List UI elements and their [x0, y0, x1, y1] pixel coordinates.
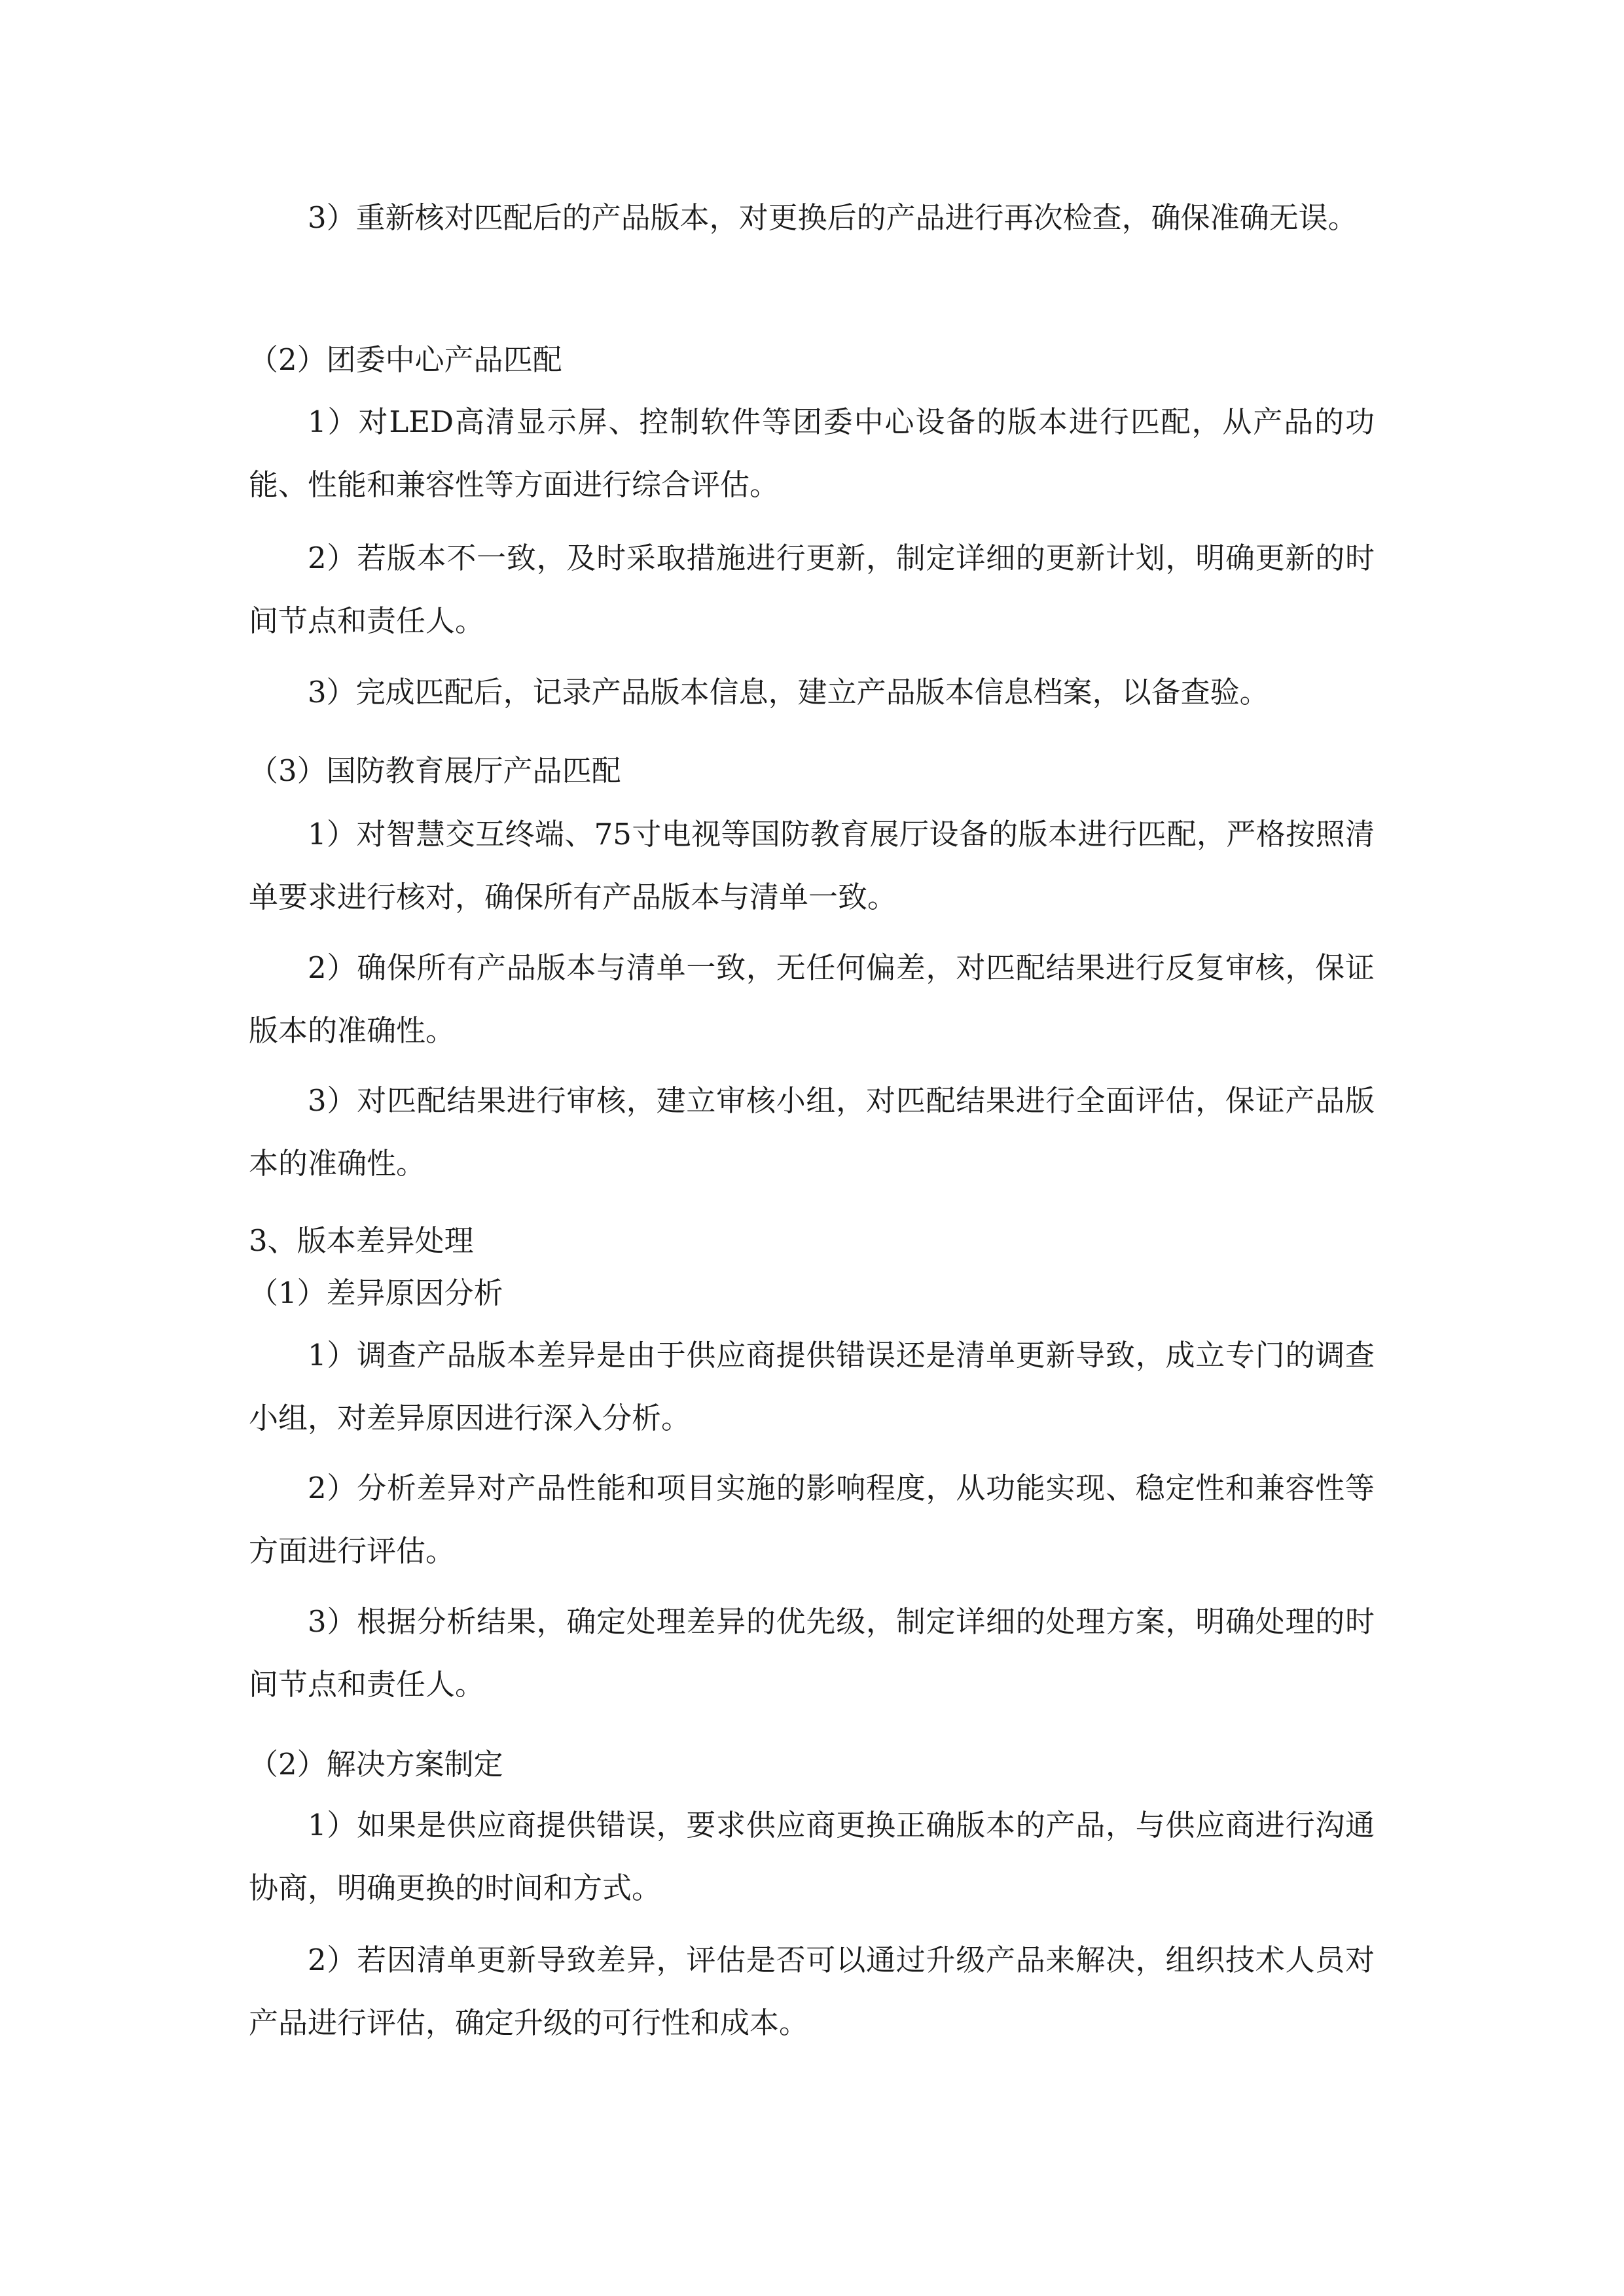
heading-solution: （2）解决方案制定: [249, 1747, 503, 1782]
heading-cause-analysis: （1）差异原因分析: [249, 1276, 503, 1310]
heading-defense-hall-matching: （3）国防教育展厅产品匹配: [249, 753, 621, 788]
heading-youth-center-matching: （2）团委中心产品匹配: [249, 342, 562, 377]
paragraph-review-consistency: 2）确保所有产品版本与清单一致，无任何偏差，对匹配结果进行反复审核，保证版本的准确性。: [249, 950, 1375, 1048]
paragraph-supplier-replace: 1）如果是供应商提供错误，要求供应商更换正确版本的产品，与供应商进行沟通协商，明确更换的时间和方式。: [249, 1808, 1375, 1905]
paragraph-priority-plan: 3）根据分析结果，确定处理差异的优先级，制定详细的处理方案，明确处理的时间节点和责任人。: [249, 1604, 1375, 1702]
paragraph-led-matching: 1）对LED高清显示屏、控制软件等团委中心设备的版本进行匹配，从产品的功能、性能和兼容性等方面进行综合评估。: [249, 404, 1375, 502]
paragraph-investigate-cause: 1）调查产品版本差异是由于供应商提供错误还是清单更新导致，成立专门的调查小组，对差异原因进行深入分析。: [249, 1338, 1375, 1435]
heading-version-difference: 3、版本差异处理: [249, 1223, 474, 1258]
paragraph-review-team: 3）对匹配结果进行审核，建立审核小组，对匹配结果进行全面评估，保证产品版本的准确性。: [249, 1083, 1375, 1181]
paragraph-record-archive: 3）完成匹配后，记录产品版本信息，建立产品版本信息档案，以备查验。: [308, 675, 1269, 709]
paragraph-terminal-matching: 1）对智慧交互终端、75寸电视等国防教育展厅设备的版本进行匹配，严格按照清单要求进行核对，确保所有产品版本与清单一致。: [249, 817, 1375, 914]
paragraph-recheck-version: 3）重新核对匹配后的产品版本，对更换后的产品进行再次检查，确保准确无误。: [308, 200, 1358, 235]
paragraph-upgrade-evaluate: 2）若因清单更新导致差异，评估是否可以通过升级产品来解决，组织技术人员对产品进行评估，确定升级的可行性和成本。: [249, 1943, 1375, 2040]
paragraph-update-plan: 2）若版本不一致，及时采取措施进行更新，制定详细的更新计划，明确更新的时间节点和责任人。: [249, 541, 1375, 638]
paragraph-impact-analysis: 2）分析差异对产品性能和项目实施的影响程度，从功能实现、稳定性和兼容性等方面进行评估。: [249, 1471, 1375, 1568]
